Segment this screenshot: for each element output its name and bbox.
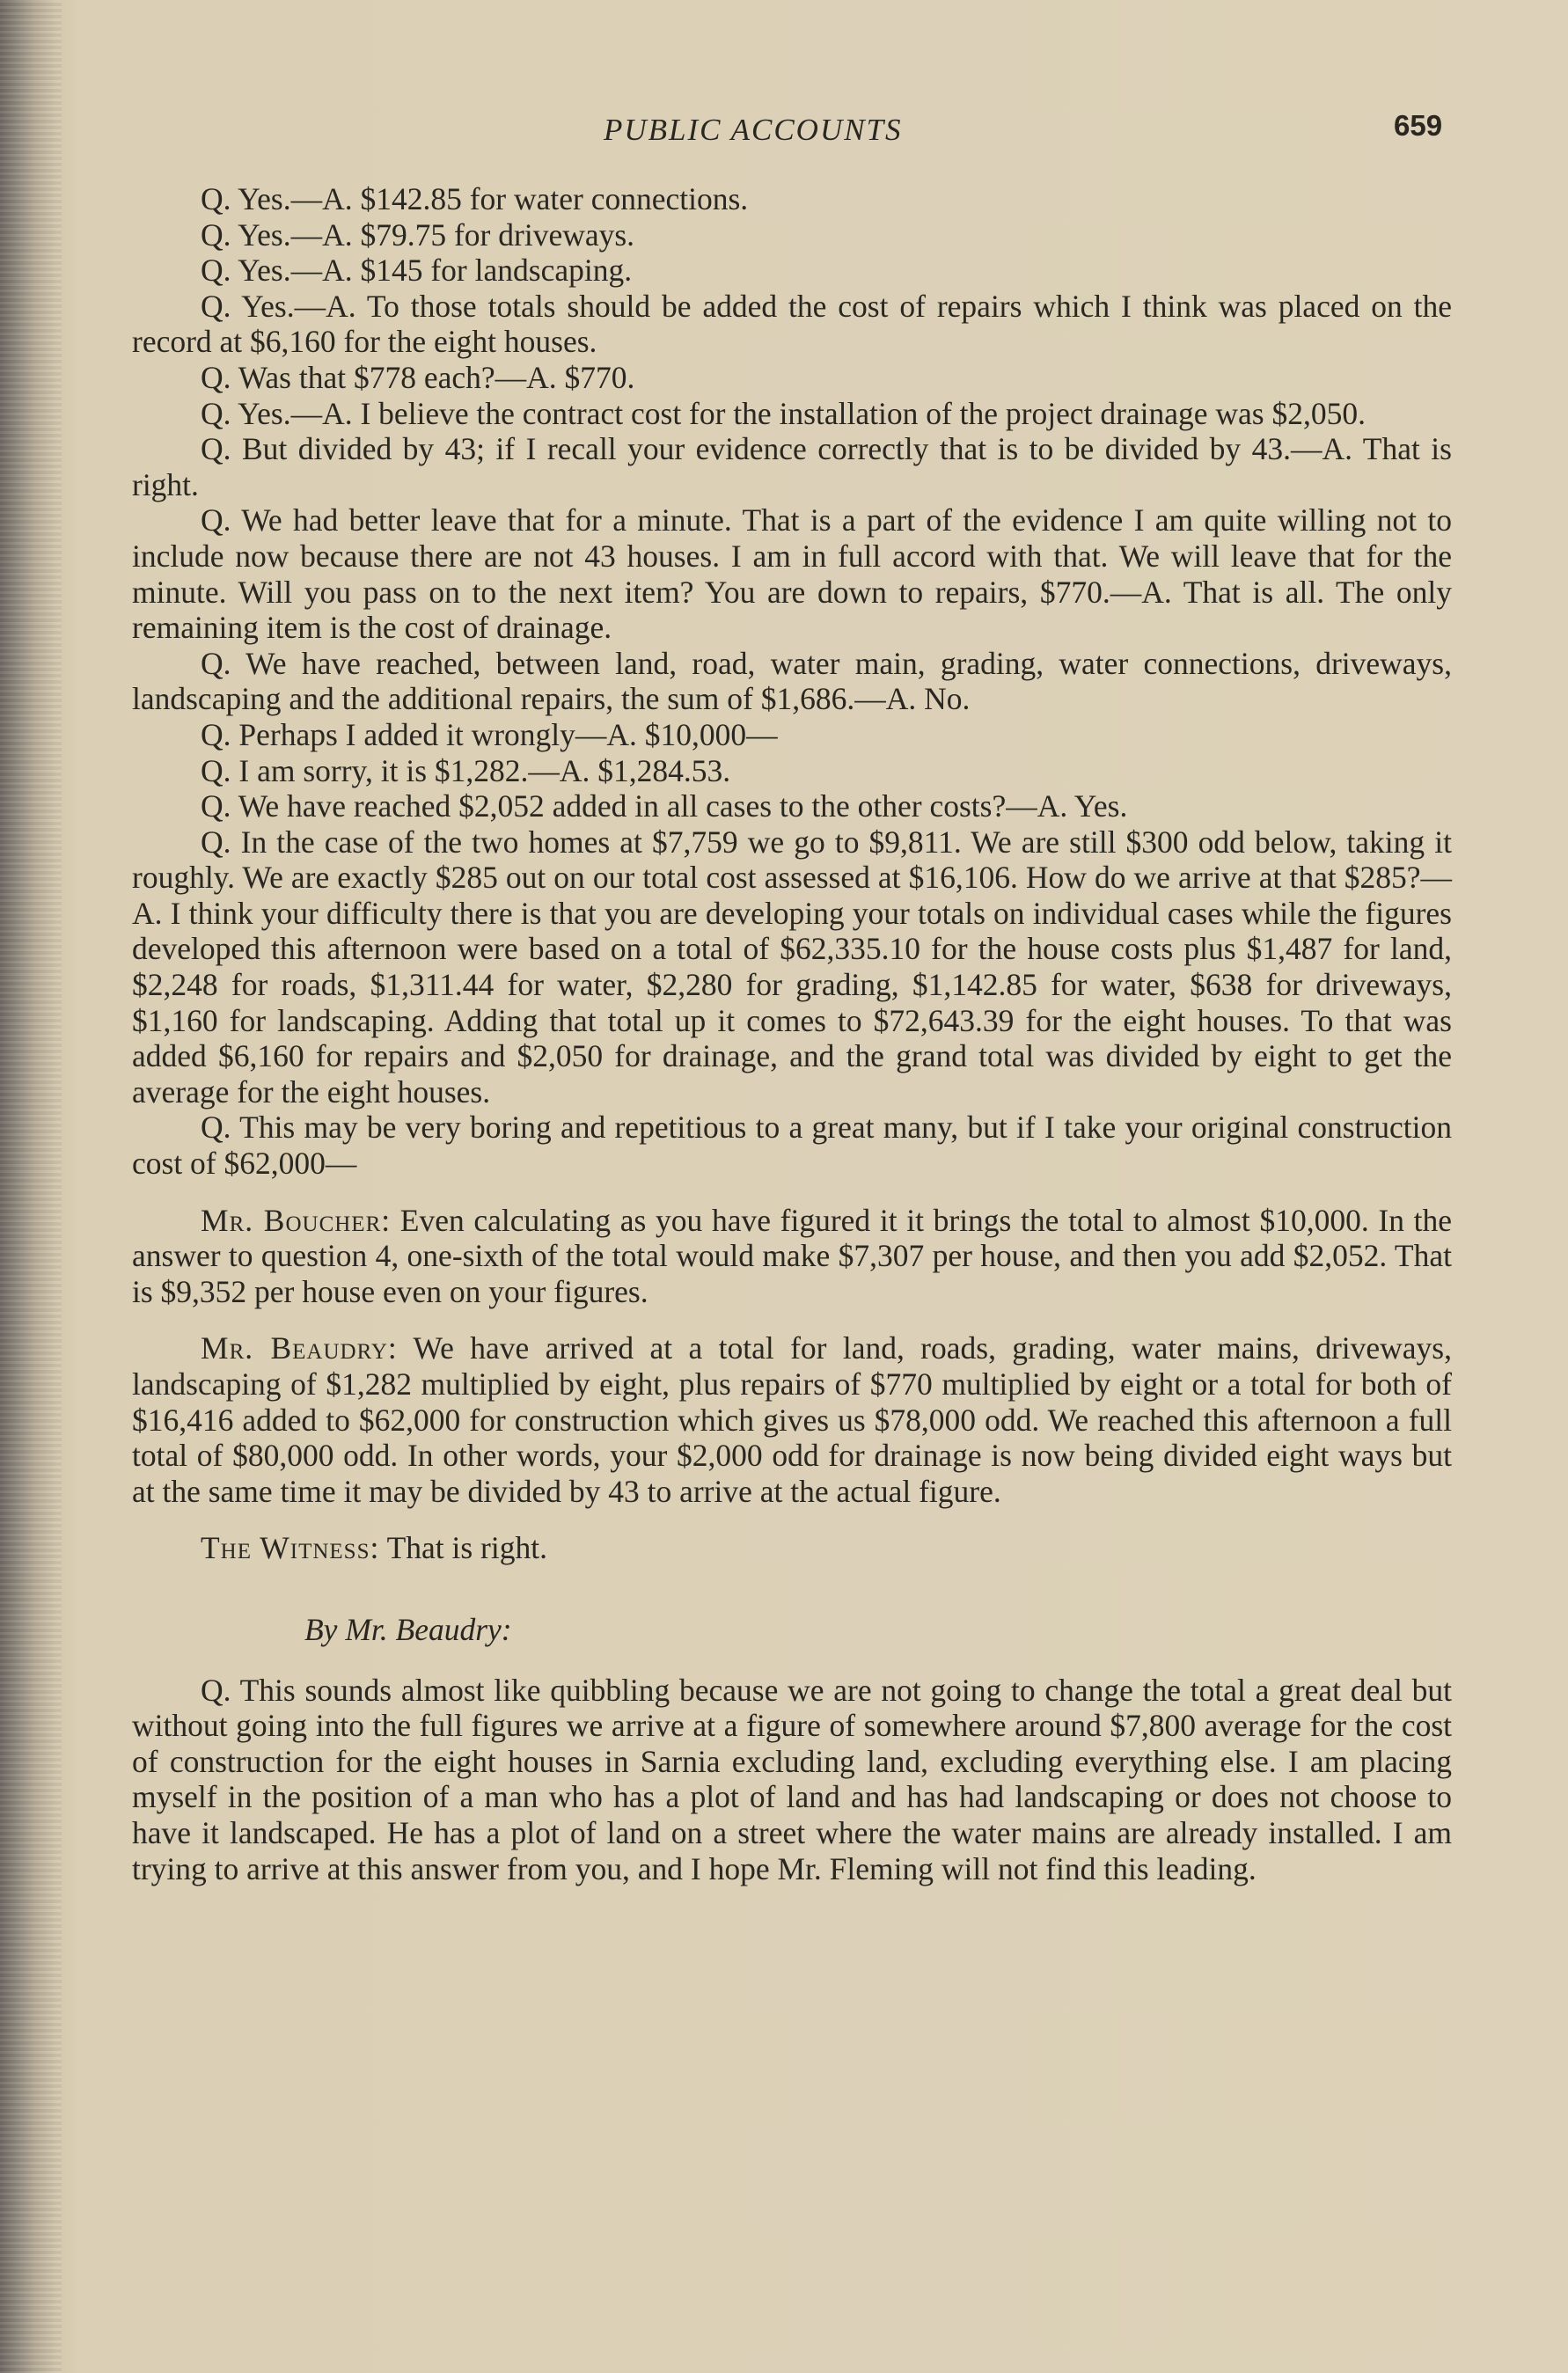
book-gutter xyxy=(0,0,62,2373)
paragraph: Q. Yes.—A. $142.85 for water connections. xyxy=(201,181,749,216)
speaker-name: The Witness: xyxy=(201,1530,380,1566)
paragraph: Q. We had better leave that for a minute. That is a part of the evidence I am quite willing not to include now because there are not 43 houses. I am in full accord with that. We will leave that for the minute. Will you pass on to the next item? You are down to repairs, $770.—A. That is all. The only remaining item is the cost of drainage. xyxy=(132,502,1452,646)
speaker-name: Mr. Boucher: xyxy=(201,1202,392,1238)
paragraph: Q. Yes.—A. To those totals should be added the cost of repairs which I think was placed on the record at $6,160 for the eight houses. xyxy=(132,288,1452,360)
speech-text: That is right. xyxy=(379,1530,547,1566)
paragraph: Q. I am sorry, it is $1,282.—A. $1,284.53. xyxy=(201,752,731,788)
paragraph: Q. This may be very boring and repetitious to a great many, but if I take your original construction cost of $62,000— xyxy=(132,1110,1452,1182)
paragraph: Q. This sounds almost like quibbling because we are not going to change the total a great deal but without going into the full figures we arrive at a figure of somewhere around $7,800 average for the cost of construction for the eight houses in Sarnia excluding land, excluding everything else. I am placing myself in the position of a man who has a plot of land and has had landscaping or does not choose to have it landscaped. He has a plot of land on a street where the water mains are already installed. I am trying to arrive at this answer from you, and I hope Mr. Fleming will not find this leading. xyxy=(132,1672,1452,1886)
speech-boucher xyxy=(132,1203,1452,1310)
speech-text: We have arrived at a total for land, roads, grading, water mains, driveways, landscaping of $1,282 multiplied by eight, plus repairs of $770 multiplied by eight or a total for both of $16,416 added to $62,000 for construction which gives us $78,000 odd. We reached this afternoon a full total of $80,000 odd. In other words, your $2,000 odd for drainage is now being divided eight ways but at the same time it may be divided by 43 to arrive at the actual figure. xyxy=(132,1330,1452,1509)
byline: By Mr. Beaudry: xyxy=(304,1611,512,1647)
speech-beaudry xyxy=(132,1330,1452,1509)
paragraph: Q. But divided by 43; if I recall your evidence correctly that is to be divided by 43.—A. That is right. xyxy=(132,431,1452,502)
speaker-name: Mr. Beaudry: xyxy=(201,1330,398,1366)
running-head: PUBLIC ACCOUNTS xyxy=(604,113,903,147)
body-text xyxy=(132,181,1452,1886)
page-number: 659 xyxy=(1394,109,1443,142)
paragraph: Q. Yes.—A. $79.75 for driveways. xyxy=(201,216,635,253)
speech-witness xyxy=(132,1530,1452,1566)
paragraph: Q. Perhaps I added it wrongly—A. $10,000— xyxy=(201,716,778,752)
paragraph: Q. We have reached $2,052 added in all cases to the other costs?—A. Yes. xyxy=(201,788,1128,824)
speech-text: Even calculating as you have figured it it brings the total to almost $10,000. In the answer to question 4, one-sixth of the total would make $7,307 per house, and then you add $2,052. That is $9,352 per house even on your figures. xyxy=(132,1202,1452,1309)
paragraph: Q. In the case of the two homes at $7,759 we go to $9,811. We are still $300 odd below, taking it roughly. We are exactly $285 out on our total cost assessed at $16,106. How do we arrive at that $285?—A. I think your difficulty there is that you are developing your totals on individual cases while the figures developed this afternoon were based on a total of $62,335.10 for the house costs plus $1,487 for land, $2,248 for roads, $1,311.44 for water, $2,280 for grading, $1,142.85 for water, $638 for driveways, $1,160 for landscaping. Adding that total up it comes to $72,643.39 for the eight houses. To that was added $6,160 for repairs and $2,050 for drainage, and the grand total was divided by eight to get the average for the eight houses. xyxy=(132,824,1452,1110)
paragraph: Q. Yes.—A. I believe the contract cost for the installation of the project drainage was $2,050. xyxy=(201,395,1366,431)
paragraph: Q. Yes.—A. $145 for landscaping. xyxy=(201,253,633,289)
paragraph: Q. We have reached, between land, road, water main, grading, water connections, driveways, landscaping and the additional repairs, the sum of $1,686.—A. No. xyxy=(132,645,1452,717)
paragraph: Q. Was that $778 each?—A. $770. xyxy=(201,359,635,395)
